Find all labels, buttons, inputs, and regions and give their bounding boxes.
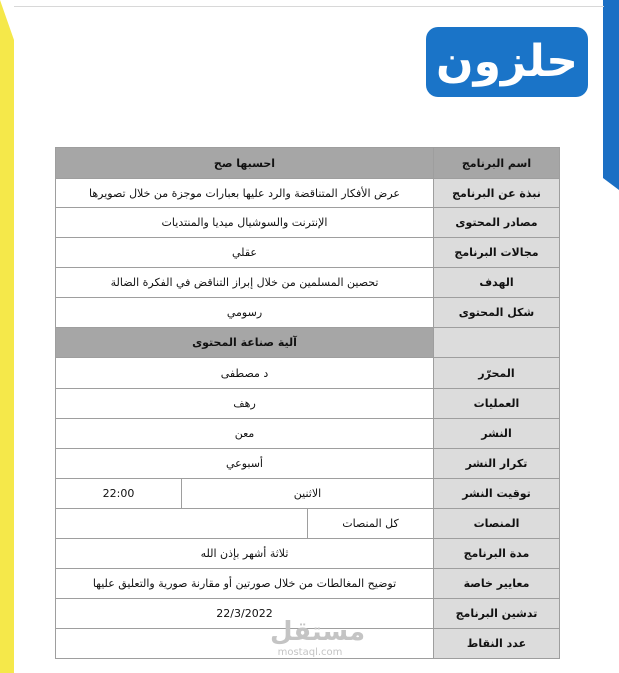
table-row-publishing: [56, 419, 560, 449]
value-sources: الإنترنت والسوشيال ميديا والمنتديات: [56, 208, 434, 238]
table-row-operations: [56, 389, 560, 419]
table-row-timing: [56, 479, 560, 509]
label-form: شكل المحتوى: [434, 298, 560, 328]
page-top-rule: [14, 6, 604, 7]
value-editor: د مصطفى: [56, 358, 434, 389]
label-operations: العمليات: [434, 389, 560, 419]
label-fields: مجالات البرنامج: [434, 238, 560, 268]
value-timing-time: 22:00: [56, 479, 182, 509]
table-row-goal: [56, 268, 560, 298]
table-row-criteria: [56, 569, 560, 599]
watermark-main: مستقل: [270, 617, 366, 647]
blue-side-band: [603, 0, 619, 190]
label-program-name: اسم البرنامج: [434, 148, 560, 179]
label-platforms: المنصات: [434, 509, 560, 539]
label-sources: مصادر المحتوى: [434, 208, 560, 238]
label-timing: توقيت النشر: [434, 479, 560, 509]
label-publishing: النشر: [434, 419, 560, 449]
mostaql-watermark: [270, 617, 366, 661]
value-launch: 22/3/2022: [56, 599, 434, 629]
label-frequency: تكرار النشر: [434, 449, 560, 479]
yellow-side-band: [0, 0, 14, 673]
table-row-frequency: [56, 449, 560, 479]
label-summary: نبذة عن البرنامج: [434, 179, 560, 208]
table-row-platforms: [56, 509, 560, 539]
value-platforms-extra: [56, 509, 308, 539]
value-platforms: كل المنصات: [308, 509, 434, 539]
value-operations: رهف: [56, 389, 434, 419]
table-row-sources: [56, 208, 560, 238]
watermark-sub: mostaql.com: [277, 647, 343, 658]
value-goal: تحصين المسلمين من خلال إبراز التناقض في الفكرة الضالة: [56, 268, 434, 298]
value-points: [56, 629, 434, 659]
label-duration: مدة البرنامج: [434, 539, 560, 569]
table-row-fields: [56, 238, 560, 268]
value-duration: ثلاثة أشهر بإذن الله: [56, 539, 434, 569]
label-goal: الهدف: [434, 268, 560, 298]
table-row-summary: [56, 179, 560, 208]
label-mechanism: [434, 328, 560, 358]
table-row-program-name: [56, 148, 560, 179]
value-fields: عقلي: [56, 238, 434, 268]
label-editor: المحرّر: [434, 358, 560, 389]
section-mechanism-title: آلية صناعة المحتوى: [56, 328, 434, 358]
program-table: [55, 147, 560, 659]
table-row-editor: [56, 358, 560, 389]
label-points: عدد النقاط: [434, 629, 560, 659]
table-row-mechanism: [56, 328, 560, 358]
logo-text: حلزون: [436, 36, 578, 87]
value-summary: عرض الأفكار المتناقضة والرد عليها بعبارات موجزة من خلال تصويرها: [56, 179, 434, 208]
value-publishing: معن: [56, 419, 434, 449]
value-program-name: احسبها صح: [56, 148, 434, 179]
halazon-logo: [426, 27, 588, 97]
table-row-form: [56, 298, 560, 328]
label-criteria: معايير خاصة: [434, 569, 560, 599]
value-frequency: أسبوعي: [56, 449, 434, 479]
value-criteria: توضيح المغالطات من خلال صورتين أو مقارنة صورية والتعليق عليها: [56, 569, 434, 599]
value-form: رسومي: [56, 298, 434, 328]
value-timing-day: الاثنين: [182, 479, 434, 509]
table-row-duration: [56, 539, 560, 569]
label-launch: تدشين البرنامج: [434, 599, 560, 629]
